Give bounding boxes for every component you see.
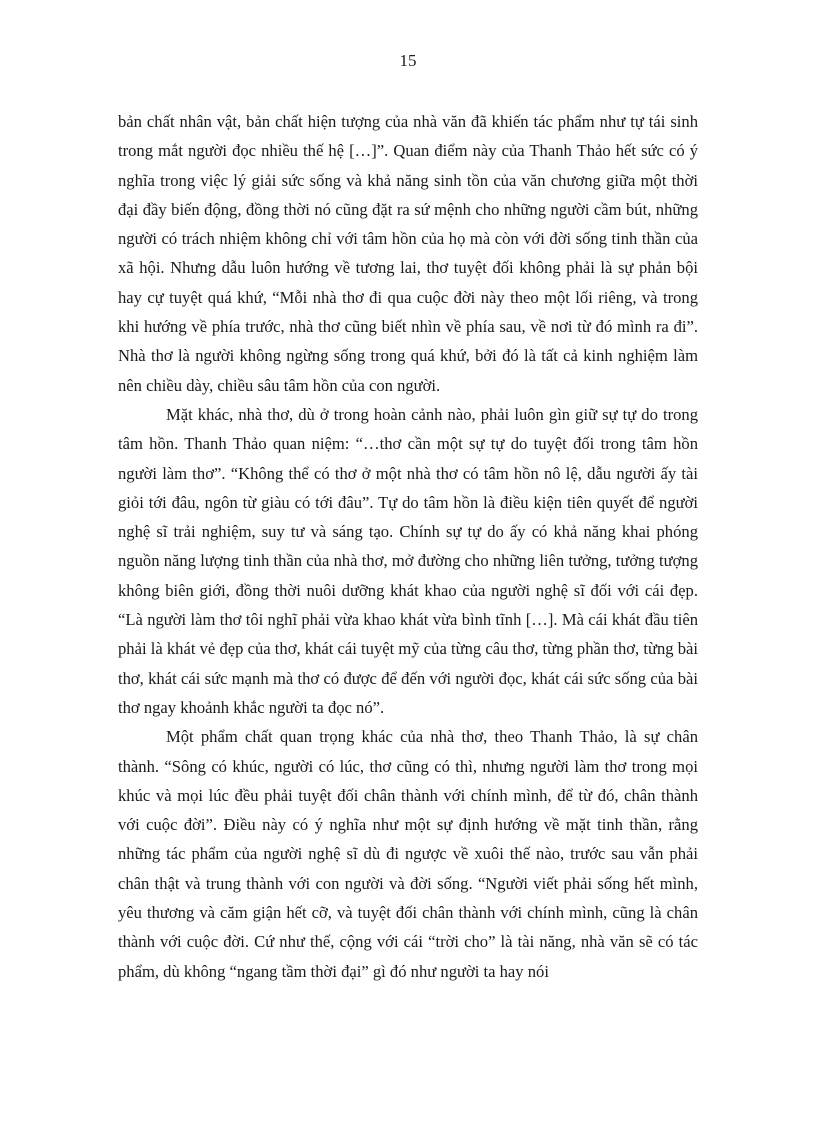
page-number: 15	[399, 51, 417, 70]
paragraph-continuation: bản chất nhân vật, bản chất hiện tượng của nhà văn đã khiến tác phẩm như tự tái sinh trong mắt người đọc nhiều thế hệ […]”. Quan điểm này của Thanh Thảo hết sức có ý nghĩa trong việc lý giải sức sống và khả năng sinh tồn của văn chương giữa một thời đại đầy biến động, đồng thời nó cũng đặt ra sứ mệnh cho những người cầm bút, những người có trách nhiệm không chỉ với tâm hồn của họ mà còn với đời sống tinh thần của xã hội. Nhưng dẫu luôn hướng về tương lai, thơ tuyệt đối không phải là sự phản bội hay cự tuyệt quá khứ, “Mỗi nhà thơ đi qua cuộc đời này theo một lối riêng, và trong khi hướng về phía trước, nhà thơ cũng biết nhìn về phía sau, về nơi từ đó mình ra đi”. Nhà thơ là người không ngừng sống trong quá khứ, bởi đó là tất cả kinh nghiệm làm nên chiều dày, chiều sâu tâm hồn của con người.	[118, 112, 698, 395]
body-text	[118, 107, 698, 986]
paragraph-sincerity: Một phẩm chất quan trọng khác của nhà thơ, theo Thanh Thảo, là sự chân thành. “Sông có khúc, người có lúc, thơ cũng có thì, nhưng người làm thơ trong mọi khúc và mọi lúc đều phải tuyệt đối chân thành với chính mình, để từ đó, chân thành với cuộc đời”. Điều này có ý nghĩa như một sự định hướng về mặt tinh thần, rằng những tác phẩm của người nghệ sĩ dù đi ngược về xuôi thế nào, trước sau vẫn phải chân thật và trung thành với con người và đời sống. “Người viết phải sống hết mình, yêu thương và căm giận hết cỡ, và tuyệt đối chân thành với chính mình, cũng là chân thành với cuộc đời. Cứ như thế, cộng với cái “trời cho” là tài năng, nhà văn sẽ có tác phẩm, dù không “ngang tầm thời đại” gì đó như người ta hay nói	[118, 727, 698, 981]
paragraph-freedom: Mặt khác, nhà thơ, dù ở trong hoàn cảnh nào, phải luôn gìn giữ sự tự do trong tâm hồn. Thanh Thảo quan niệm: “…thơ cần một sự tự do tuyệt đối trong tâm hồn người làm thơ”. “Không thể có thơ ở một nhà thơ có tâm hồn nô lệ, dẫu người ấy tài giỏi tới đâu, ngôn từ giàu có tới đâu”. Tự do tâm hồn là điều kiện tiên quyết để người nghệ sĩ trải nghiệm, suy tư và sáng tạo. Chính sự tự do ấy có khả năng khai phóng nguồn năng lượng tinh thần của nhà thơ, mở đường cho những liên tưởng, tưởng tượng không biên giới, đồng thời nuôi dưỡng khát khao của người nghệ sĩ đối với cái đẹp. “Là người làm thơ tôi nghĩ phải vừa khao khát vừa bình tĩnh […]. Mà cái khát đầu tiên phải là khát vẻ đẹp của thơ, khát cái tuyệt mỹ của từng câu thơ, từng phần thơ, từng bài thơ, khát cái sức mạnh mà thơ có được để đến với người đọc, khát cái sức sống của bài thơ ngay khoảnh khắc người ta đọc nó”.	[118, 404, 698, 717]
